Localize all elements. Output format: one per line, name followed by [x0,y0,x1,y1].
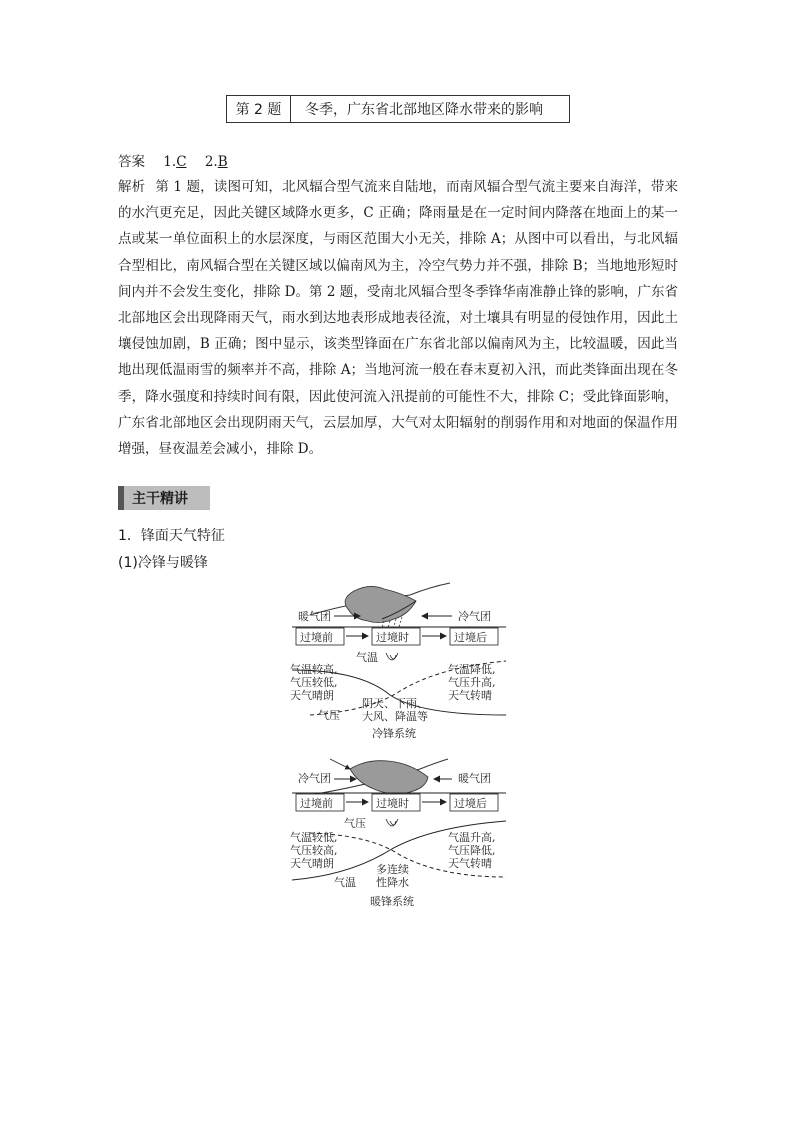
cold-front-during-2: 大风、降温等 [362,710,428,723]
warm-front-cold-mass: 冷气团 [298,772,331,785]
cold-front-caption: 冷锋系统 [372,727,416,740]
section-header-bar [118,486,124,510]
cold-front-after-1: 气温降低, [448,663,496,676]
warm-front-cloud [350,761,428,794]
warm-front-during-2: 性降水 [376,876,409,889]
heading-cold-warm-front: (1)冷锋与暖锋 [118,555,208,571]
warm-front-pressure-label: 气压 [344,817,366,830]
warm-front-after-3: 天气转晴 [448,857,492,870]
warm-front-before-1: 气温较低, [290,831,338,844]
answer-item-2: 2.B [204,154,228,170]
cold-front-during-1: 阴天、下雨、 [362,697,428,710]
warm-front-after-1: 气温升高, [448,831,496,844]
analysis-label: 解析 [118,179,146,195]
answer-label: 答案 [118,154,145,170]
warm-front-caption: 暖锋系统 [370,895,414,908]
cold-front-after-3: 天气转晴 [448,689,492,702]
analysis-paragraph [118,174,678,462]
cold-front-before-2: 气压较低, [290,676,338,689]
warm-front-after-2: 气压降低, [448,844,496,857]
warm-front-temp-label: 气温 [334,876,356,889]
section-header [118,486,210,510]
warm-front-warm-mass: 暖气团 [458,772,491,785]
cold-front-before: 过境前 [300,631,333,644]
warm-front-before: 过境前 [300,797,333,810]
warm-front-after: 过境后 [454,797,487,810]
cold-front-before-3: 天气晴朗 [290,689,334,702]
warm-front-during: 过境时 [376,797,409,810]
warm-front-diagram [290,759,506,908]
section-header-text: 主干精讲 [132,491,188,507]
warm-front-before-2: 气压较高, [290,844,338,857]
warm-front-during-1: 多连续 [376,863,409,876]
cold-front-after-2: 气压升高, [448,676,496,689]
cold-front-warm-mass: 暖气团 [298,610,331,623]
answer-line [118,150,228,170]
cold-front-temp-label: 气温 [356,651,378,664]
analysis-text: 第 1 题，读图可知，北风辐合型气流来自陆地，而南风辐合型气流主要来自海洋，带来的水汽更充足，因此关键区域降水更多，C 正确；降雨量是在一定时间内降落在地面上的某一点或某一单位面积上的水层深度，与雨区范围大小无关，排除 A；从图中可以看出，与北风辐合型相比，南风辐合型在关键区域以偏南风为主，冷空气势力并不强，排除 B；当地地形短时间内并不会发生变化，排除 D。第 2 题，受南北风辐合型冬季锋华南准静止锋的影响，广东省北部地区会出现降雨天气，雨水到达地表形成地表径流，对土壤具有明显的侵蚀作用，因此土壤侵蚀加剧，B 正确；图中显示，该类型锋面在广东省北部以偏南风为主，比较温暖，因此当地出现低温雨雪的频率并不高，排除 A；当地河流一般在春末夏初入汛，而此类锋面出现在冬季，降水强度和持续时间有限，因此使河流入汛提前的可能性不大，排除 C；受此锋面影响，广东省北部地区会出现阴雨天气，云层加厚，大气对太阳辐射的削弱作用和对地面的保温作用增强，昼夜温差会减小，排除 D。 [118,179,679,458]
cold-front-cold-mass: 冷气团 [458,610,491,623]
cold-front-during: 过境时 [376,631,409,644]
cold-front-pressure-label: 气压 [318,709,340,722]
question-number: 第 2 题 [227,96,291,122]
front-diagram [270,575,520,910]
warm-front-before-3: 天气晴朗 [290,857,334,870]
cold-front-after: 过境后 [454,631,487,644]
question-title-box [226,95,570,123]
cold-front-diagram [290,583,506,740]
question-title: 冬季，广东省北部地区降水带来的影响 [305,102,543,118]
heading-front-weather: 1．锋面天气特征 [118,528,225,544]
answer-item-1: 1.C [163,154,187,170]
cold-front-before-1: 气温较高, [290,663,338,676]
cold-front-cloud [345,586,416,622]
